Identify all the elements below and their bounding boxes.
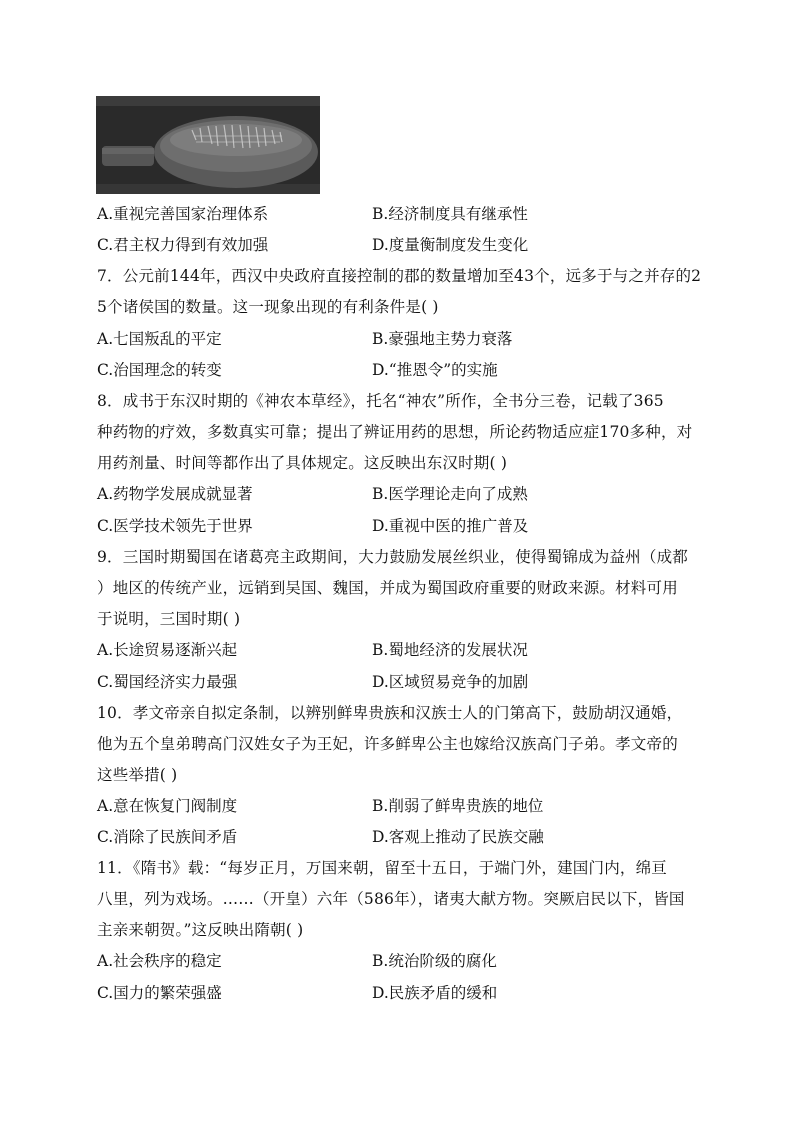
q10-option-d: D.客观上推动了民族交融 [372,828,544,846]
q6-option-d: D.度量衡制度发生变化 [372,236,529,254]
q8-option-a: A.药物学发展成就显著 [97,485,253,503]
q7-option-d: D.“推恩令”的实施 [372,361,498,379]
q9-option-a: A.长途贸易逐渐兴起 [97,641,238,659]
q6-option-c: C.君主权力得到有效加强 [97,236,269,254]
q7-option-b: B.豪强地主势力衰落 [372,330,513,348]
q8-option-c: C.医学技术领先于世界 [97,517,253,535]
q11-option-b: B.统治阶级的腐化 [372,952,497,970]
q11-option-c: C.国力的繁荣强盛 [97,984,222,1002]
q9-stem-line-2: ）地区的传统产业，远销到吴国、魏国，并成为蜀国政府重要的财政来源。材料可用 [97,579,678,597]
q6-option-b: B.经济制度具有继承性 [372,205,528,223]
q6-option-a: A.重视完善国家治理体系 [97,205,269,223]
artifact-photo [96,96,320,194]
q10-option-c: C.消除了民族间矛盾 [97,828,238,846]
q8-option-b: B.医学理论走向了成熟 [372,485,528,503]
q9-option-d: D.区域贸易竞争的加剧 [372,673,529,691]
q8-stem-line-1: 8．成书于东汉时期的《神农本草经》，托名“神农”所作，全书分三卷，记载了365 [97,392,664,410]
q8-stem-line-3: 用药剂量、时间等都作出了具体规定。这反映出东汉时期( ) [97,454,508,472]
q8-stem-line-2: 种药物的疗效，多数真实可靠；提出了辨证用药的思想，所论药物适应症170多种，对 [97,423,693,441]
measuring-vessel-illustration [96,96,320,194]
q7-stem-line-2: 5个诸侯国的数量。这一现象出现的有利条件是( ) [97,298,439,316]
q11-stem-line-1: 11．《隋书》载：“每岁正月，万国来朝，留至十五日，于端门外，建国门内，绵亘 [97,859,667,877]
q9-stem-line-1: 9．三国时期蜀国在诸葛亮主政期间，大力鼓励发展丝织业，使得蜀锦成为益州（成都 [97,548,688,566]
q9-stem-line-3: 于说明，三国时期( ) [97,610,241,628]
q9-option-b: B.蜀地经济的发展状况 [372,641,528,659]
q10-stem-line-1: 10．孝文帝亲自拟定条制，以辨别鲜卑贵族和汉族士人的门第高下，鼓励胡汉通婚， [97,704,683,722]
q10-stem-line-2: 他为五个皇弟聘高门汉姓女子为王妃，许多鲜卑公主也嫁给汉族高门子弟。孝文帝的 [97,735,678,753]
q9-option-c: C.蜀国经济实力最强 [97,673,238,691]
q11-stem-line-3: 主亲来朝贺。”这反映出隋朝( ) [97,921,304,939]
q7-option-c: C.治国理念的转变 [97,361,222,379]
q7-option-a: A.七国叛乱的平定 [97,330,222,348]
q7-stem-line-1: 7．公元前144年，西汉中央政府直接控制的郡的数量增加至43个，远多于与之并存的2 [97,267,702,285]
q8-option-d: D.重视中医的推广普及 [372,517,529,535]
q10-stem-line-3: 这些举措( ) [97,766,178,784]
q11-option-a: A.社会秩序的稳定 [97,952,222,970]
q10-option-b: B.削弱了鲜卑贵族的地位 [372,797,544,815]
q10-option-a: A.意在恢复门阀制度 [97,797,238,815]
q11-option-d: D.民族矛盾的缓和 [372,984,498,1002]
q11-stem-line-2: 八里，列为戏场。……（开皇）六年（586年），诸夷大献方物。突厥启民以下，皆国 [97,890,685,908]
